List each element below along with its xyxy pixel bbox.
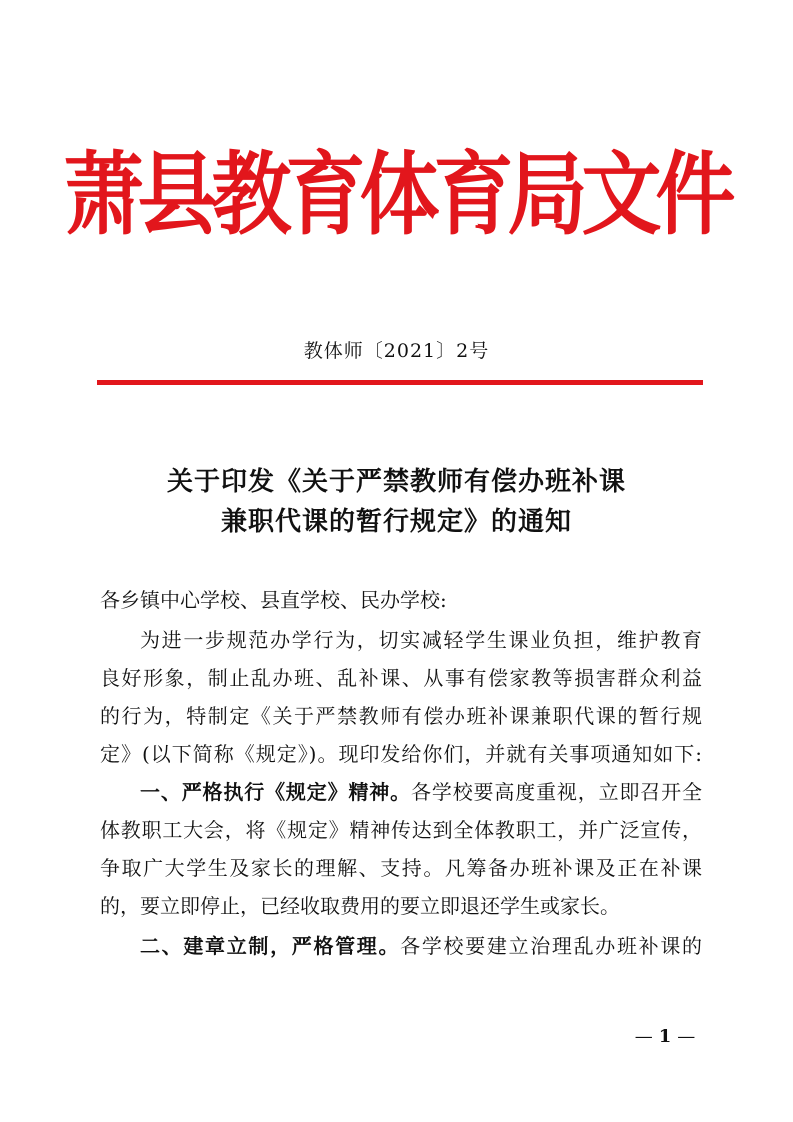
section1-line-1 [140,774,702,810]
section1-line-3: 争取广大学生及家长的理解、支持。凡筹备办班补课及正在补课 [100,856,702,880]
paragraph1-line-2: 良好形象，制止乱办班、乱补课、从事有偿家教等损害群众利益 [100,666,702,690]
section1-line-4: 的，要立即停止，已经收取费用的要立即退还学生或家长。 [100,894,620,918]
masthead-title: 萧县教育体育局文件 [63,142,730,247]
page-number: 1 [658,1026,672,1047]
section1-line-2: 体教职工大会，将《规定》精神传达到全体教职工，并广泛宣传， [100,818,702,842]
notice-title-line-2: 兼职代课的暂行规定》的通知 [220,507,572,537]
document-number: 教体师〔2021〕2号 [303,340,490,362]
section1-line-1-text: 各学校要高度重视，立即召开全 [411,780,702,804]
paragraph1-line-1: 为进一步规范办学行为，切实减轻学生课业负担，维护教育 [140,628,702,652]
red-divider-line [97,380,703,385]
paragraph1-line-4: 定》(以下简称《规定》)。现印发给你们，并就有关事项通知如下: [100,742,702,766]
page-footer [620,1022,710,1052]
notice-title-line-1: 关于印发《关于严禁教师有偿办班补课 [166,467,626,497]
section2-line-1 [140,928,702,964]
recipients-line: 各乡镇中心学校、县直学校、民办学校: [100,588,447,612]
section1-heading: 一、严格执行《规定》精神。 [140,780,411,804]
section2-heading: 二、建章立制，严格管理。 [140,934,401,958]
footer-dash-right: — [677,1026,696,1047]
footer-dash-left: — [634,1026,653,1047]
paragraph1-line-3: 的行为，特制定《关于严禁教师有偿办班补课兼职代课的暂行规 [100,704,702,728]
section2-line-1-text: 各学校要建立治理乱办班补课的 [400,934,703,958]
